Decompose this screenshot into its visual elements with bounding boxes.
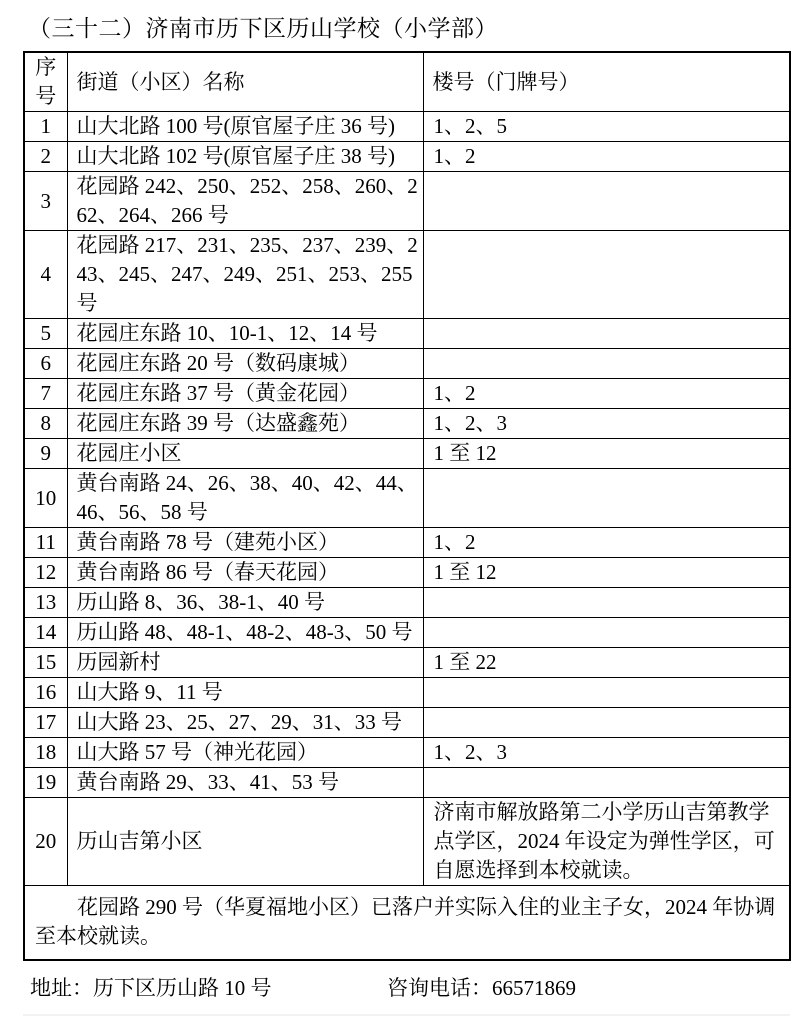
street-name-cell: 历山吉第小区 <box>67 798 423 886</box>
street-name-cell: 山大北路 102 号(原官屋子庄 38 号) <box>67 142 423 172</box>
row-index-cell: 8 <box>24 409 67 439</box>
section-title: （三十二）济南市历下区历山学校（小学部） <box>28 16 498 41</box>
table-row <box>24 558 790 588</box>
building-number-cell <box>423 588 790 618</box>
table-row <box>24 379 790 409</box>
building-number-cell: 1、2 <box>423 379 790 409</box>
row-index-cell: 20 <box>24 798 67 886</box>
table-row <box>24 648 790 678</box>
table-row <box>24 409 790 439</box>
building-number-cell <box>423 469 790 528</box>
table-row <box>24 172 790 231</box>
row-index-cell: 14 <box>24 618 67 648</box>
table-row <box>24 678 790 708</box>
street-name-cell: 花园路 242、250、252、258、260、262、264、266 号 <box>67 172 423 231</box>
table-row <box>24 588 790 618</box>
street-name-cell: 黄台南路 29、33、41、53 号 <box>67 768 423 798</box>
street-name-cell: 花园庄东路 39 号（达盛鑫苑） <box>67 409 423 439</box>
row-index-cell: 18 <box>24 738 67 768</box>
building-number-cell: 1、2、3 <box>423 738 790 768</box>
row-index-cell: 12 <box>24 558 67 588</box>
street-name-cell: 山大路 9、11 号 <box>67 678 423 708</box>
row-index-cell: 9 <box>24 439 67 469</box>
table-row <box>24 528 790 558</box>
row-index-cell: 1 <box>24 112 67 142</box>
street-name-cell: 历山路 8、36、38-1、40 号 <box>67 588 423 618</box>
building-number-cell <box>423 618 790 648</box>
street-name-cell: 花园庄东路 10、10-1、12、14 号 <box>67 319 423 349</box>
street-name-cell: 黄台南路 24、26、38、40、42、44、46、56、58 号 <box>67 469 423 528</box>
building-number-cell <box>423 172 790 231</box>
footer-note: 花园路 290 号（华夏福地小区）已落户并实际入住的业主子女，2024 年协调至本校就读。 <box>24 886 790 961</box>
row-index-cell: 6 <box>24 349 67 379</box>
building-number-cell <box>423 768 790 798</box>
street-name-cell: 历山路 48、48-1、48-2、48-3、50 号 <box>67 618 423 648</box>
table-row <box>24 231 790 319</box>
building-number-cell: 1、2 <box>423 528 790 558</box>
row-index-cell: 15 <box>24 648 67 678</box>
col-header-street-name: 街道（小区）名称 <box>67 52 423 112</box>
table-row <box>24 319 790 349</box>
building-number-cell: 1、2、3 <box>423 409 790 439</box>
row-index-cell: 4 <box>24 231 67 319</box>
row-index-cell: 3 <box>24 172 67 231</box>
table-row <box>24 618 790 648</box>
building-number-cell: 1、2、5 <box>423 112 790 142</box>
table-row <box>24 349 790 379</box>
table-row <box>24 738 790 768</box>
table-row <box>24 112 790 142</box>
table-row <box>24 142 790 172</box>
building-number-cell <box>423 708 790 738</box>
building-number-cell <box>423 349 790 379</box>
col-header-index: 序号 <box>24 52 67 112</box>
col-header-building-number: 楼号（门牌号） <box>423 52 790 112</box>
street-name-cell: 山大北路 100 号(原官屋子庄 36 号) <box>67 112 423 142</box>
street-name-cell: 花园庄东路 20 号（数码康城） <box>67 349 423 379</box>
table-row <box>24 798 790 886</box>
row-index-cell: 19 <box>24 768 67 798</box>
street-name-cell: 山大路 23、25、27、29、31、33 号 <box>67 708 423 738</box>
district-table <box>23 51 791 961</box>
row-index-cell: 2 <box>24 142 67 172</box>
building-number-cell <box>423 678 790 708</box>
row-index-cell: 17 <box>24 708 67 738</box>
street-name-cell: 黄台南路 86 号（春天花园） <box>67 558 423 588</box>
building-number-cell <box>423 319 790 349</box>
building-number-cell: 1、2 <box>423 142 790 172</box>
building-number-cell: 1 至 12 <box>423 439 790 469</box>
building-number-cell: 济南市解放路第二小学历山吉第教学点学区，2024 年设定为弹性学区，可自愿选择到本校就读。 <box>423 798 790 886</box>
street-name-cell: 山大路 57 号（神光花园） <box>67 738 423 768</box>
street-name-cell: 花园庄小区 <box>67 439 423 469</box>
table-row <box>24 439 790 469</box>
phone-text: 咨询电话：66571869 <box>387 976 576 1000</box>
table-row <box>24 469 790 528</box>
building-number-cell <box>423 231 790 319</box>
page-divider <box>23 1014 790 1016</box>
row-index-cell: 13 <box>24 588 67 618</box>
row-index-cell: 5 <box>24 319 67 349</box>
table-row <box>24 768 790 798</box>
street-name-cell: 历园新村 <box>67 648 423 678</box>
address-text: 地址：历下区历山路 10 号 <box>30 976 272 1000</box>
building-number-cell: 1 至 12 <box>423 558 790 588</box>
street-name-cell: 花园庄东路 37 号（黄金花园） <box>67 379 423 409</box>
footer-note-row <box>24 886 790 961</box>
row-index-cell: 16 <box>24 678 67 708</box>
table-header-row <box>24 52 790 112</box>
contact-line <box>30 974 790 1003</box>
street-name-cell: 黄台南路 78 号（建苑小区） <box>67 528 423 558</box>
row-index-cell: 7 <box>24 379 67 409</box>
building-number-cell: 1 至 22 <box>423 648 790 678</box>
row-index-cell: 10 <box>24 469 67 528</box>
table-row <box>24 708 790 738</box>
street-name-cell: 花园路 217、231、235、237、239、243、245、247、249、251、253、255 号 <box>67 231 423 319</box>
row-index-cell: 11 <box>24 528 67 558</box>
